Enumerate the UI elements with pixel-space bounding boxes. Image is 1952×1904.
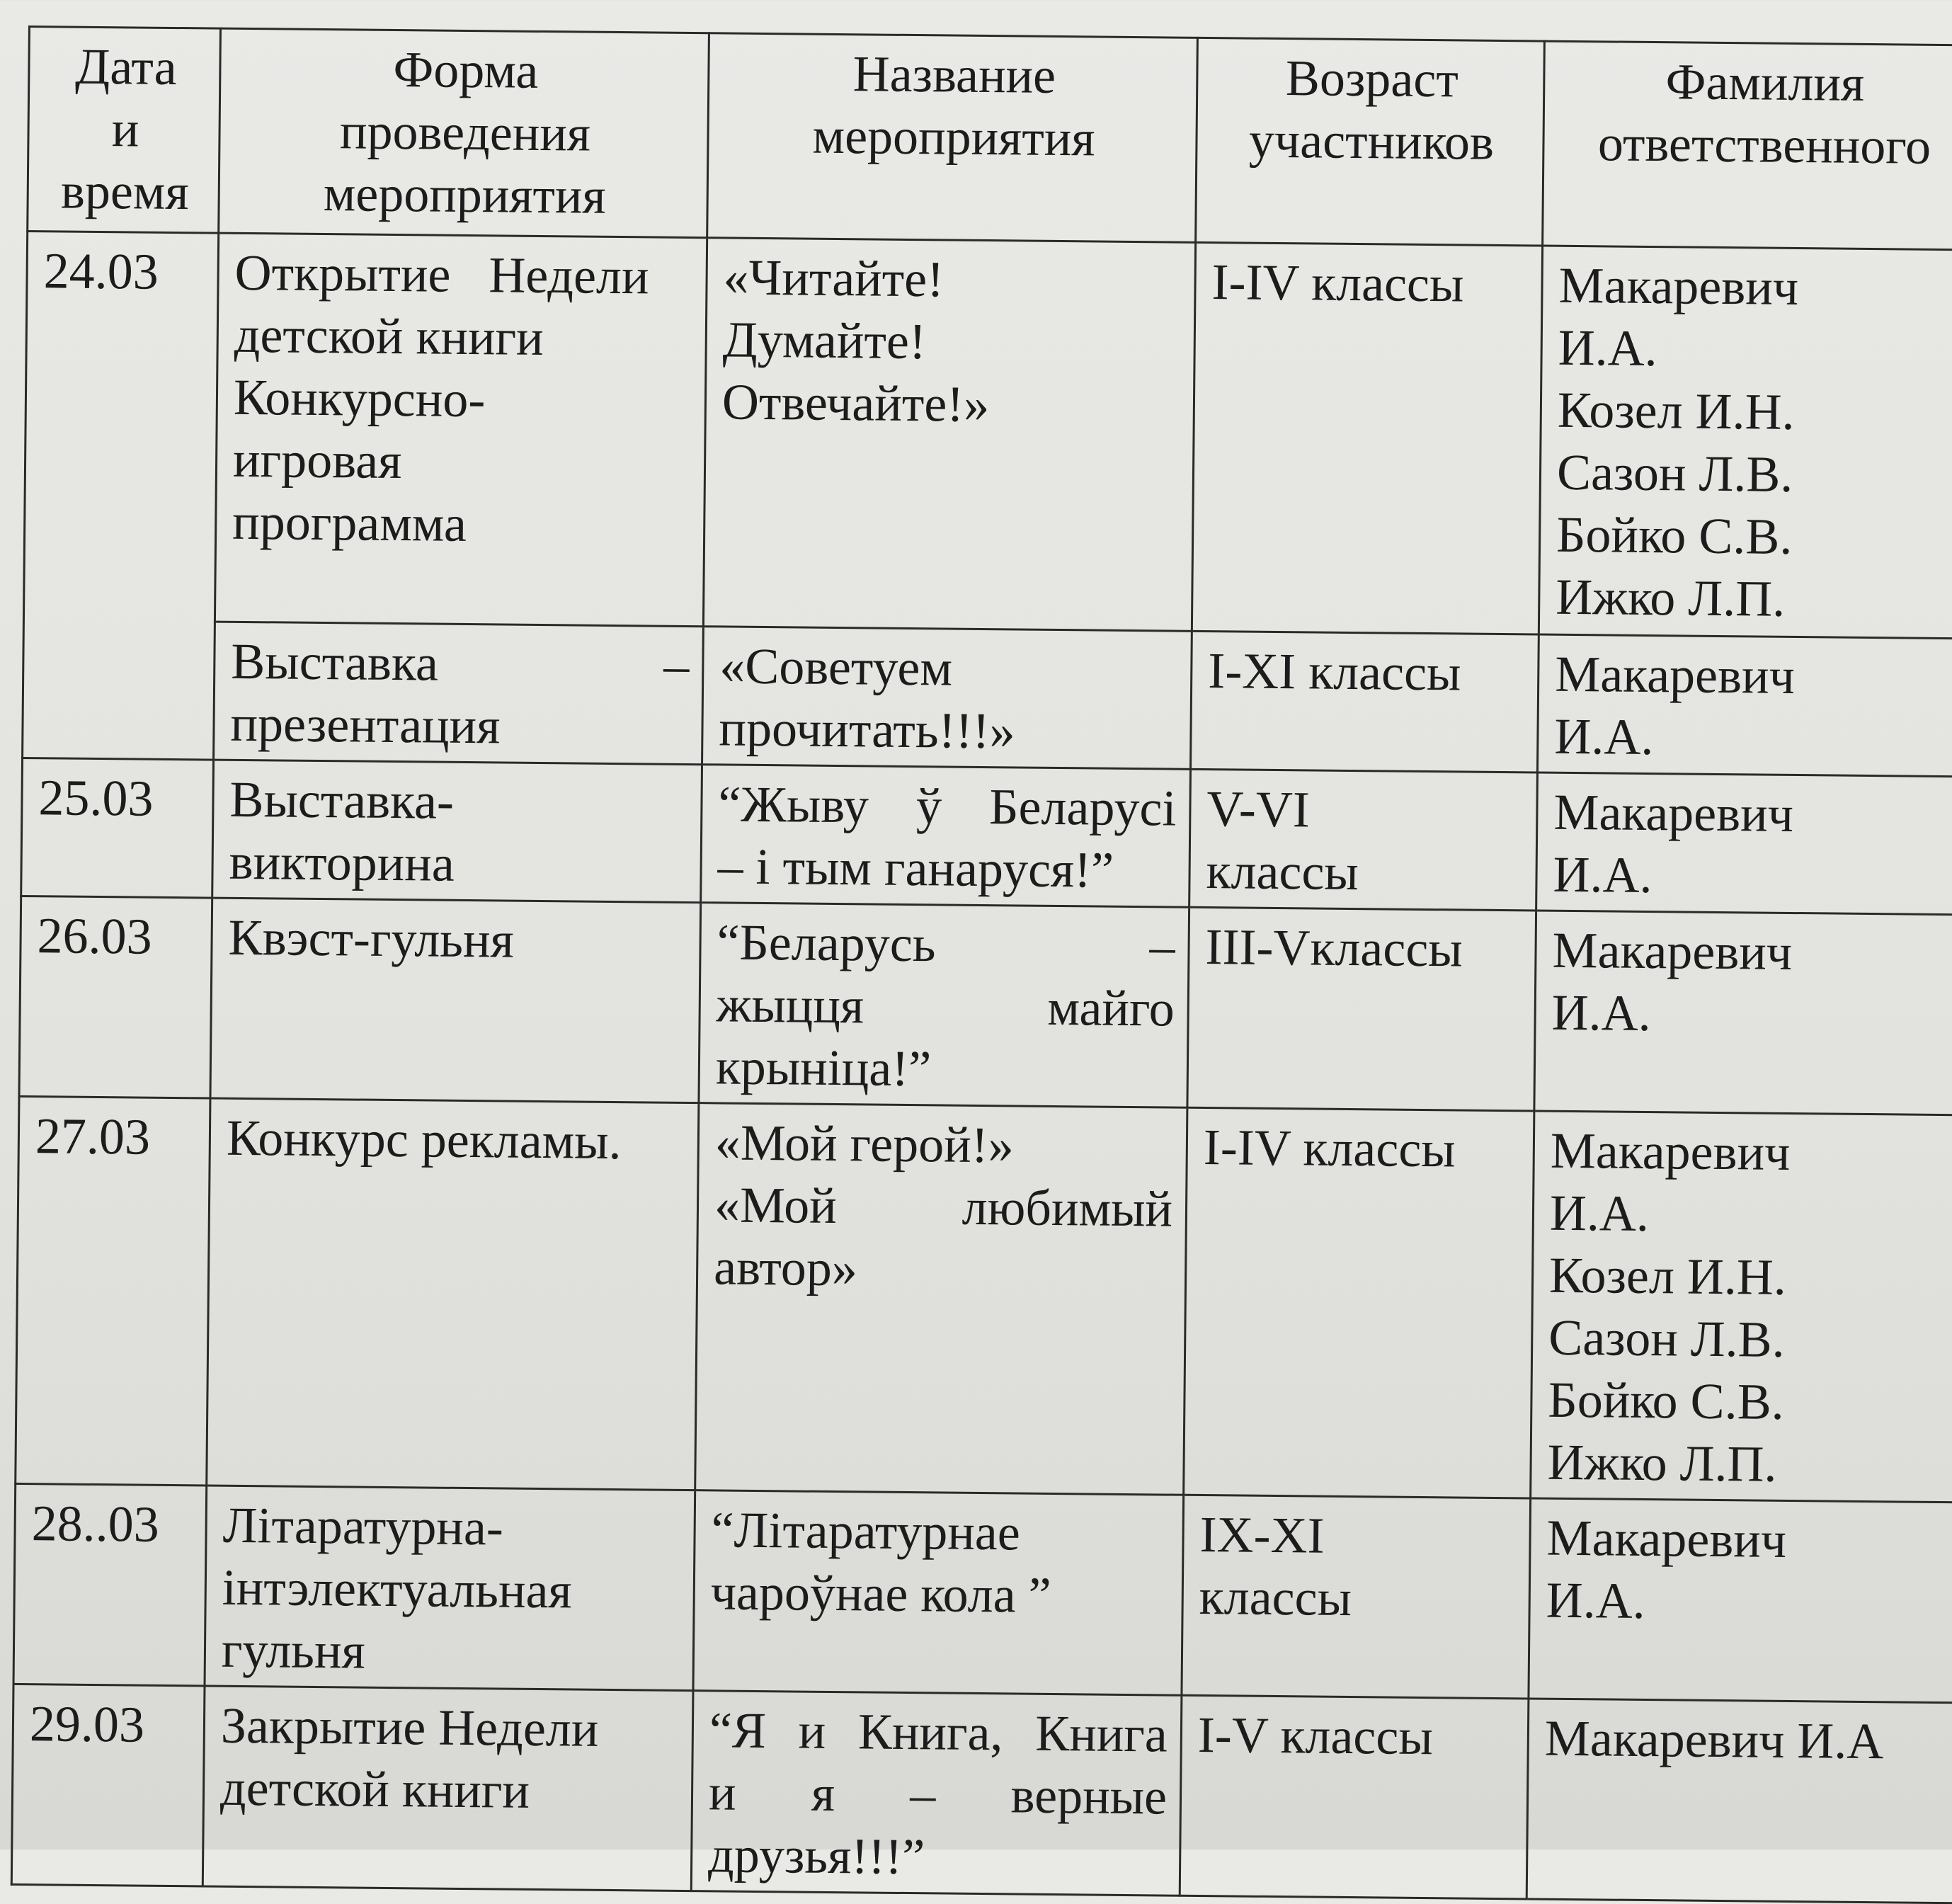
table-row [21,758,1952,914]
header-date-time: Дата и время [28,27,221,234]
header-event-name: Название мероприятия [707,33,1198,243]
header-event-form: Форма проведения мероприятия [219,28,709,238]
participant-age-cell: I-IV классы [1184,1107,1534,1498]
table-row [19,896,1952,1115]
date-cell: 28..03 [13,1483,207,1686]
events-schedule-table [11,25,1952,1904]
event-form-cell: Закрытие Недели детской книги [202,1686,693,1891]
event-form-cell: Открытие Недели детской книги Конкурсно- игровая программа [215,233,707,627]
table-row [23,620,1952,776]
date-cell: 24.03 [23,232,219,760]
responsible-cell: Макаревич И.А. [1536,773,1952,915]
event-form-cell: Конкурс рекламы. [207,1098,699,1490]
table-row [16,1096,1952,1502]
participant-age-cell: III-Vклассы [1187,907,1536,1111]
table-row [13,1483,1952,1702]
event-form-cell: Квэст-гульня [210,898,701,1103]
event-name-cell: «Читайте! Думайте! Отвечайте!» [703,238,1195,632]
responsible-cell: Макаревич И.А. [1534,911,1952,1115]
table-row [11,1684,1952,1903]
participant-age-cell: IX-XI классы [1182,1495,1531,1699]
participant-age-cell: I-V классы [1180,1695,1529,1899]
table-row [23,232,1952,639]
responsible-cell: Макаревич И.А. [1529,1498,1952,1703]
date-cell: 27.03 [16,1096,210,1486]
participant-age-cell: V-VI классы [1189,769,1538,911]
header-responsible-person: Фамилия ответственного [1543,41,1952,250]
event-name-cell: «Советуем прочитать!!!» [702,627,1192,770]
participant-age-cell: I-IV классы [1192,242,1542,634]
header-participant-age: Возраст участников [1196,38,1545,246]
table-header-row [28,27,1952,250]
responsible-cell: Макаревич И.А [1526,1699,1952,1903]
date-cell: 26.03 [19,896,212,1098]
responsible-cell: Макаревич И.А. [1537,634,1952,777]
event-name-cell: “Жыву ў Беларусі – і тым ганаруся!” [701,765,1191,908]
event-name-cell: «Мой герой!» «Мой любимый автор» [695,1103,1187,1495]
participant-age-cell: I-XI классы [1190,631,1539,773]
responsible-cell: Макаревич И.А. Козел И.Н. Сазон Л.В. Бойко С.В. Ижко Л.П. [1531,1111,1952,1503]
date-cell: 25.03 [21,758,214,898]
event-name-cell: “Літаратурнае чароўнае кола ” [693,1490,1184,1696]
responsible-cell: Макаревич И.А. Козел И.Н. Сазон Л.В. Бойко С.В. Ижко Л.П. [1539,246,1952,639]
event-form-cell: Выставка – презентация [214,622,704,765]
event-name-cell: “Я и Книга, Книга и я – верные друзья!!!” [691,1691,1182,1896]
event-form-cell: Выставка- викторина [212,760,702,903]
event-name-cell: “Беларусь – жыцця майго крыніца!” [699,903,1189,1108]
event-form-cell: Літаратурна- інтэлектуальная гульня [205,1486,695,1691]
date-cell: 29.03 [11,1684,205,1886]
